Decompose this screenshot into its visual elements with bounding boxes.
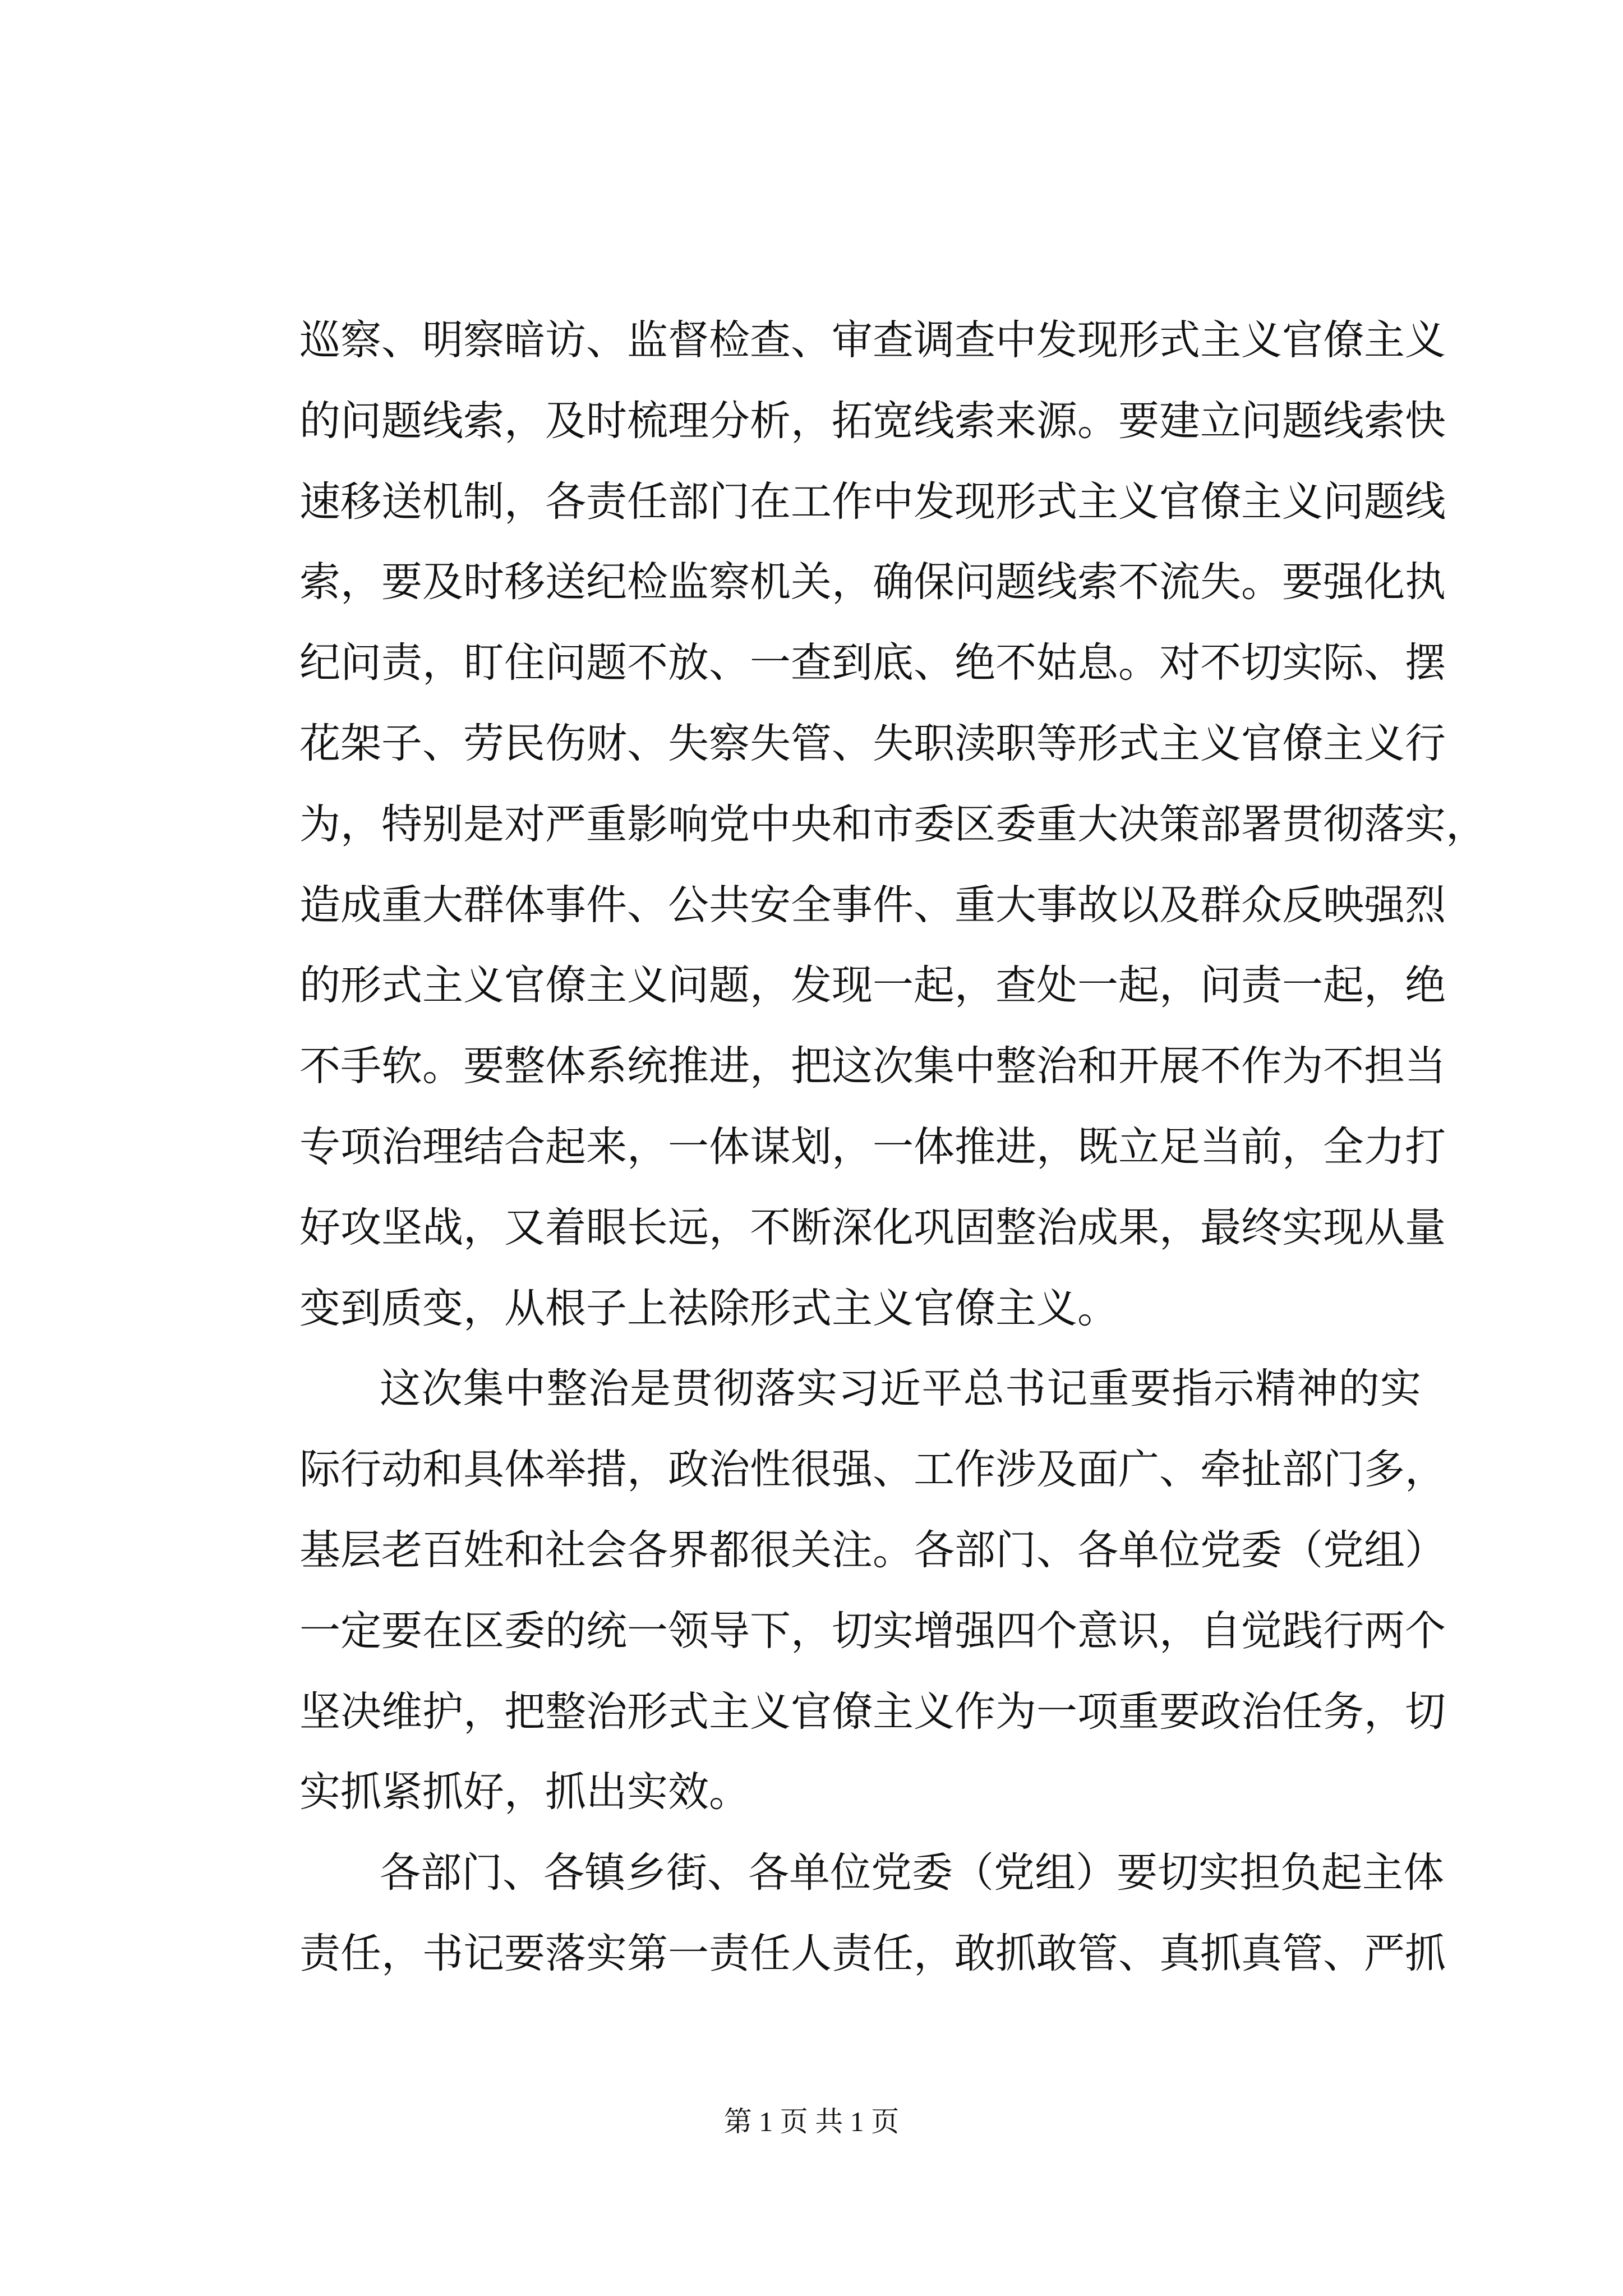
text-line: 好攻坚战，又着眼长远，不断深化巩固整治成果，最终实现从量 — [299, 1203, 1446, 1251]
text-line: 花架子、劳民伤财、失察失管、失职渎职等形式主义官僚主义行 — [299, 719, 1446, 767]
text-line: 不手软。要整体系统推进，把这次集中整治和开展不作为不担当 — [299, 1042, 1446, 1091]
text-line: 责任，书记要落实第一责任人责任，敢抓敢管、真抓真管、严抓 — [299, 1929, 1446, 1977]
text-line: 的问题线索，及时梳理分析，拓宽线索来源。要建立问题线索快 — [299, 397, 1446, 445]
text-line: 一定要在区委的统一领导下，切实增强四个意识，自觉践行两个 — [299, 1607, 1446, 1655]
text-line: 为，特别是对严重影响党中央和市委区委重大决策部署贯彻落实， — [299, 800, 1487, 848]
text-line: 造成重大群体事件、公共安全事件、重大事故以及群众反映强烈 — [299, 881, 1446, 929]
text-line: 际行动和具体举措，政治性很强、工作涉及面广、牵扯部门多， — [299, 1446, 1446, 1494]
text-line: 各部门、各镇乡街、各单位党委（党组）要切实担负起主体 — [380, 1849, 1444, 1897]
paragraph-1 — [299, 300, 1487, 1349]
text-line: 变到质变，从根子上祛除形式主义官僚主义。 — [299, 1284, 1118, 1332]
document-body — [299, 300, 1487, 1994]
text-line: 这次集中整治是贯彻落实习近平总书记重要指示精神的实 — [380, 1365, 1421, 1413]
text-line: 索，要及时移送纪检监察机关，确保问题线索不流失。要强化执 — [299, 558, 1446, 606]
text-line: 纪问责，盯住问题不放、一查到底、绝不姑息。对不切实际、摆 — [299, 639, 1446, 687]
page-number-footer: 第 1 页 共 1 页 — [723, 2106, 900, 2137]
text-line: 专项治理结合起来，一体谋划，一体推进，既立足当前，全力打 — [299, 1122, 1446, 1171]
paragraph-3 — [299, 1833, 1446, 1994]
text-line: 巡察、明察暗访、监督检查、审查调查中发现形式主义官僚主义 — [299, 316, 1446, 364]
text-line: 速移送机制，各责任部门在工作中发现形式主义官僚主义问题线 — [299, 477, 1446, 526]
text-line: 的形式主义官僚主义问题，发现一起，查处一起，问责一起，绝 — [299, 961, 1446, 1010]
paragraph-2 — [299, 1349, 1446, 1833]
text-line: 坚决维护，把整治形式主义官僚主义作为一项重要政治任务，切 — [299, 1687, 1446, 1736]
text-line: 基层老百姓和社会各界都很关注。各部门、各单位党委（党组） — [299, 1526, 1446, 1574]
text-line: 实抓紧抓好，抓出实效。 — [299, 1768, 750, 1816]
